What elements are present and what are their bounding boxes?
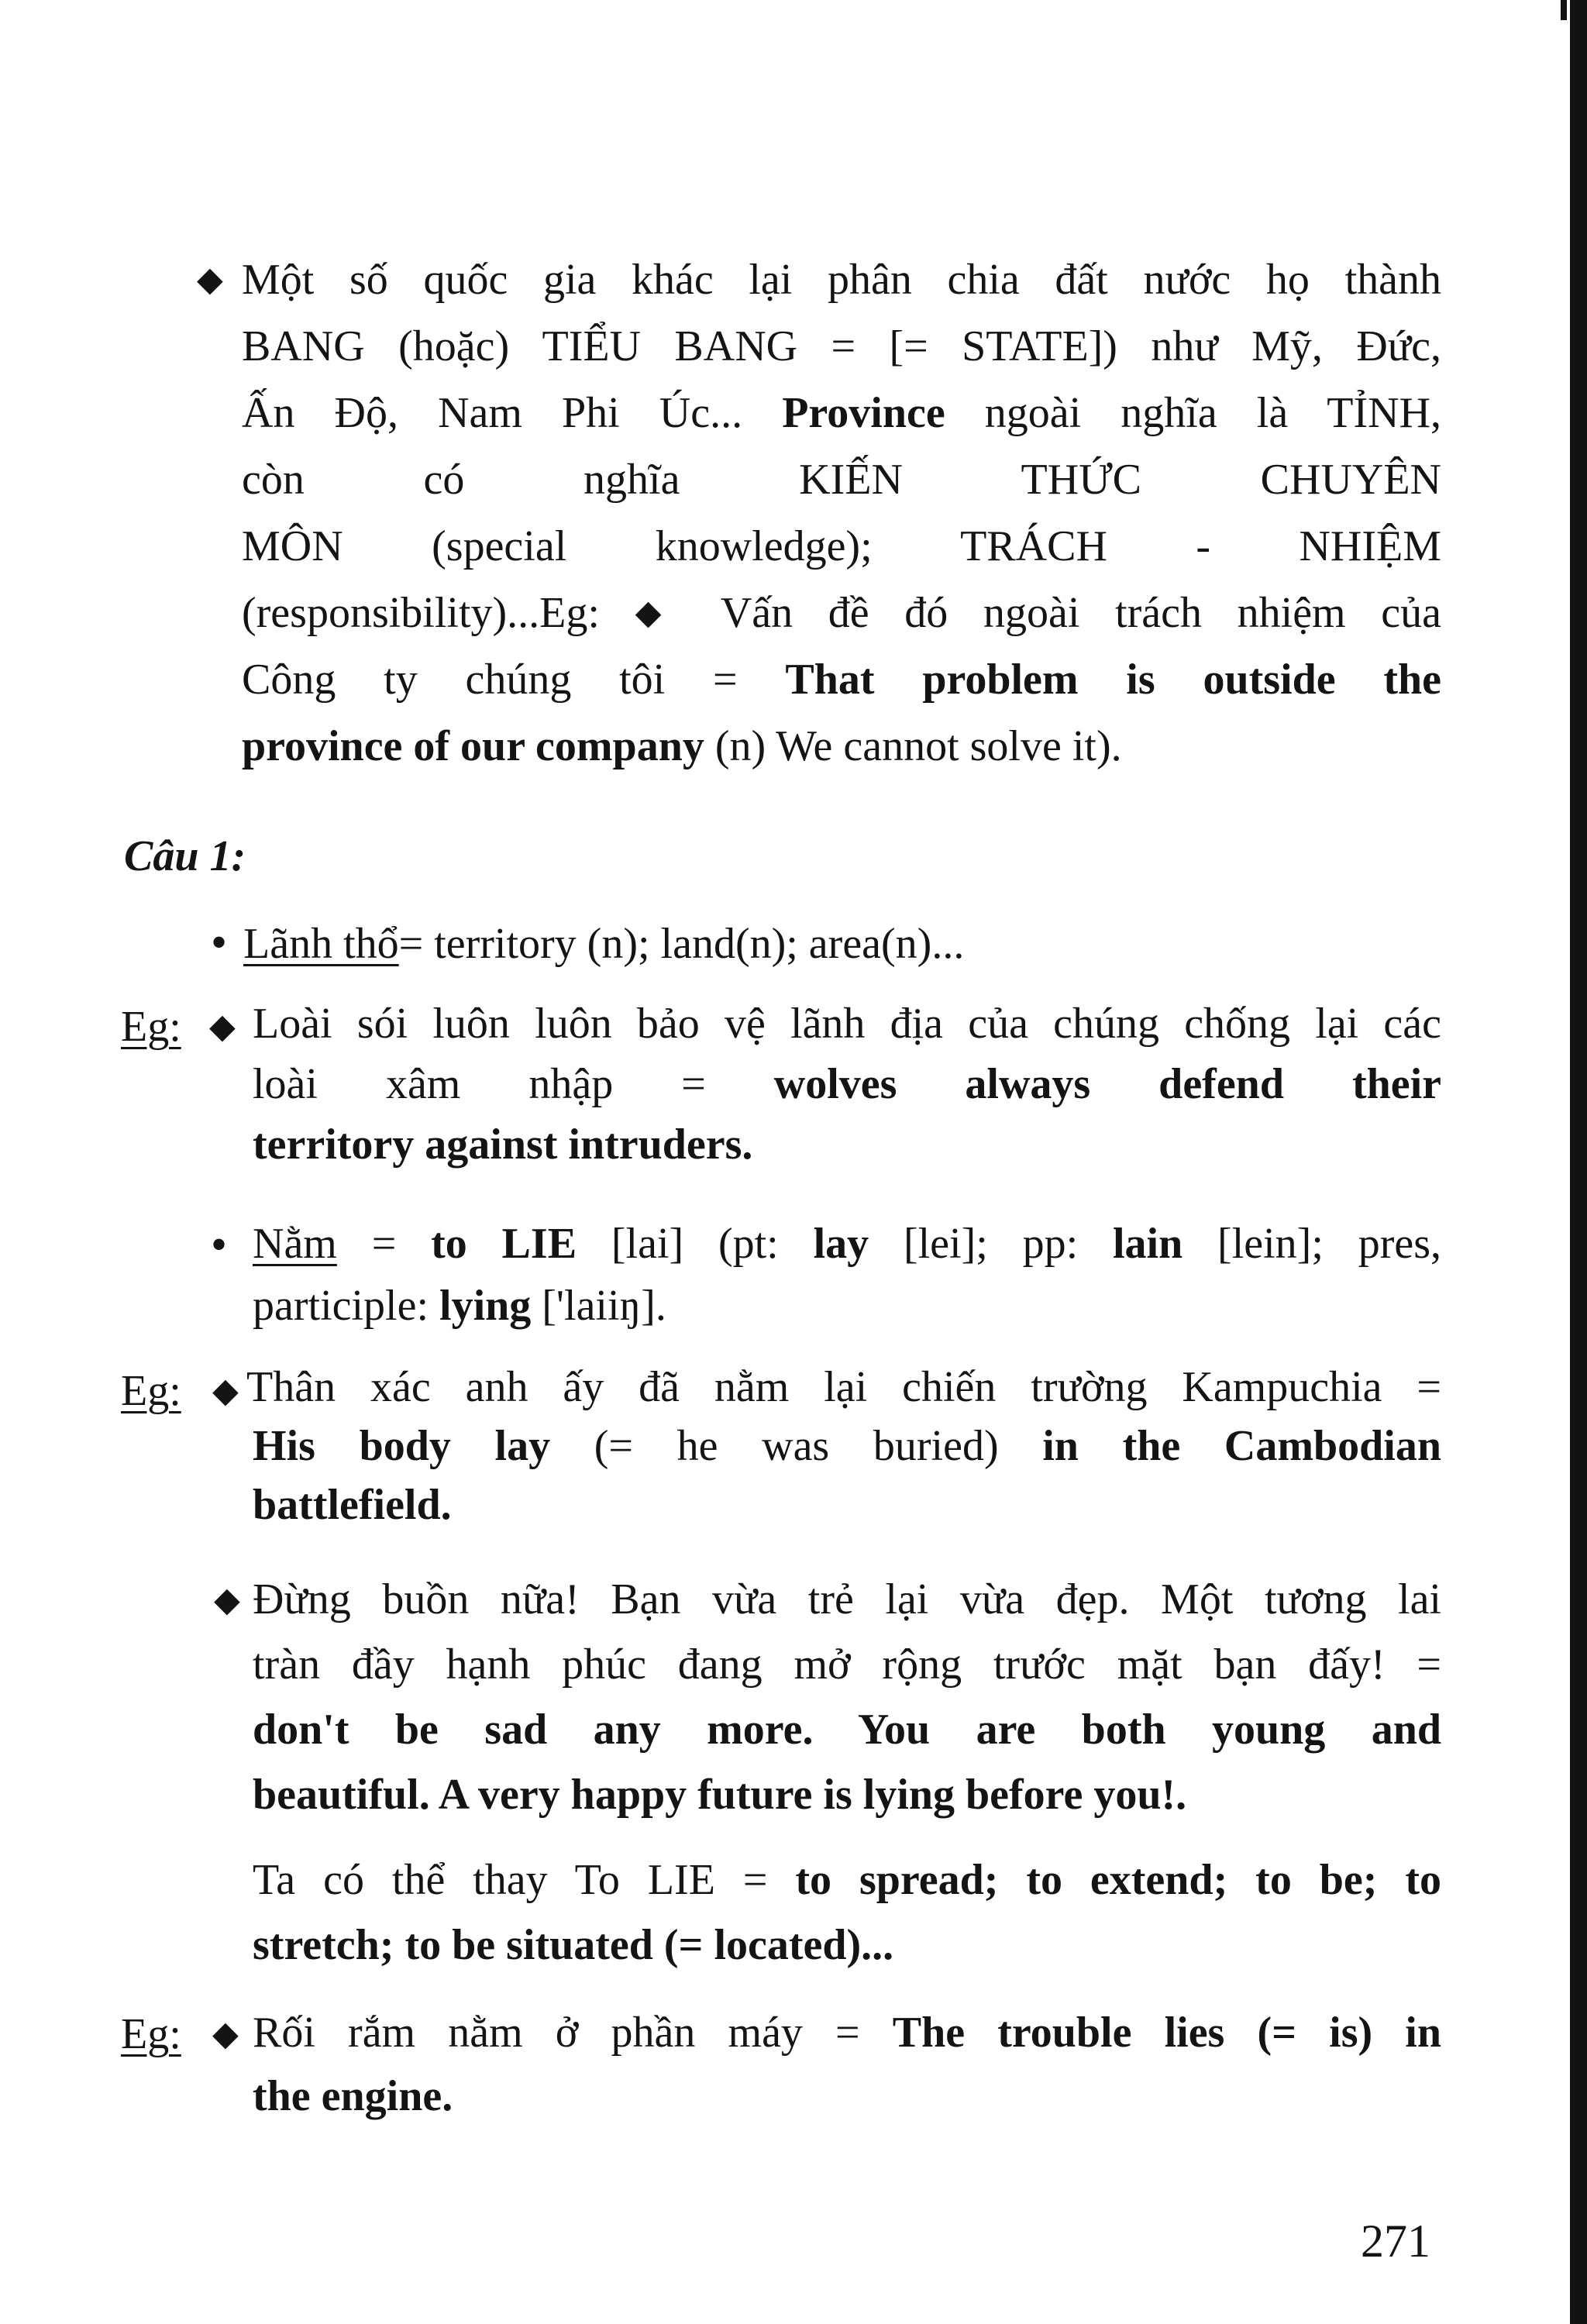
diamond-bullet-icon: ◆	[209, 1007, 236, 1045]
lie-p5: [lei]; pp:	[869, 1220, 1113, 1268]
lie-l2b: lying	[439, 1282, 532, 1330]
eg4-l1b: The trouble lies (= is) in	[892, 2009, 1441, 2057]
intro-line-8-b: (n) We cannot solve it).	[714, 722, 1122, 770]
intro-line-5: MÔN (special knowledge); TRÁCH - NHIỆM	[242, 522, 1441, 570]
eg1-line-2-b: wolves always defend their	[773, 1060, 1442, 1108]
eg2-line-2-a: His body lay	[253, 1422, 551, 1470]
diamond-bullet-icon: ◆	[212, 2015, 239, 2053]
eg-label: Eg:	[121, 1367, 181, 1415]
intro-line-7	[242, 646, 1441, 713]
eg4-line-1	[253, 2001, 1441, 2064]
eg2-line-3: battlefield.	[253, 1481, 452, 1529]
diamond-bullet-icon: ◆	[212, 1372, 239, 1410]
lie-p4: lay	[813, 1220, 869, 1268]
lie-line-2	[253, 1275, 1441, 1337]
eg2-line-2-c: in the Cambodian	[1042, 1422, 1441, 1470]
eg1-line-1: Loài sói luôn luôn bảo vệ lãnh địa của chúng chống lại các	[253, 1000, 1441, 1048]
eg3-line-2: tràn đầy hạnh phúc đang mở rộng trước mặt bạn đấy! =	[253, 1641, 1441, 1689]
page-number: 271	[1361, 2216, 1430, 2267]
lie-l2a: participle:	[253, 1282, 440, 1330]
replace-l1a: Ta có thể thay To LIE =	[253, 1856, 796, 1904]
intro-line-8	[242, 713, 1441, 780]
intro-line-8-a: province of our company	[242, 722, 704, 770]
eg2-line-2	[253, 1417, 1441, 1475]
intro-line-6-b: Vấn đề đó ngoài trách nhiệm của	[720, 589, 1442, 637]
lie-p6: lain	[1112, 1220, 1183, 1268]
eg-label: Eg:	[121, 1003, 181, 1051]
eg4-line-2: the engine.	[253, 2072, 453, 2120]
round-bullet-icon: •	[211, 1219, 228, 1270]
intro-line-2: BANG (hoặc) TIỂU BANG = [= STATE]) như Mỹ, Đức,	[242, 322, 1441, 370]
eg4-l1a: Rối rắm nằm ở phần máy =	[253, 2009, 893, 2057]
intro-line-7-a: Công ty chúng tôi =	[242, 656, 738, 704]
province-term: Province	[782, 389, 945, 437]
eg-label: Eg:	[121, 2010, 181, 2058]
diamond-bullet-icon: ◆	[635, 594, 687, 632]
lie-p7: [lein]; pres,	[1183, 1220, 1441, 1268]
eg3-line-4: beautiful. A very happy future is lying before you!.	[253, 1771, 1187, 1819]
eg3-line-3: don't be sad any more. You are both young and	[253, 1706, 1441, 1754]
eg1-line-3: territory against intruders.	[253, 1121, 753, 1169]
diamond-bullet-icon: ◆	[214, 1581, 240, 1619]
eg1-line-2-a: loài xâm nhập =	[253, 1060, 706, 1108]
lie-p2: to LIE	[431, 1220, 577, 1268]
lie-term: Nằm	[253, 1220, 337, 1268]
eg2-line-2-b: (= he was buried)	[594, 1422, 999, 1470]
eg2-line-1: Thân xác anh ấy đã nằm lại chiến trường Kampuchia =	[246, 1363, 1441, 1411]
round-bullet-icon: •	[211, 917, 228, 968]
replace-line-1	[253, 1847, 1441, 1913]
intro-line-7-b: That problem is outside the	[785, 656, 1442, 704]
intro-line-6-a: (responsibility)...Eg:	[242, 589, 600, 637]
replace-l1b: to spread; to extend; to be; to	[795, 1856, 1442, 1904]
lie-p3: [lai] (pt:	[577, 1220, 814, 1268]
intro-line-4: còn có nghĩa KIẾN THỨC CHUYÊN	[242, 456, 1441, 504]
eg1-line-2	[253, 1054, 1441, 1114]
territory-line	[243, 911, 964, 977]
intro-line-1: Một số quốc gia khác lại phân chia đất nước họ thành	[242, 256, 1441, 304]
lie-l2c: ['laiiŋ].	[531, 1282, 666, 1330]
eg3-line-1: Đừng buồn nữa! Bạn vừa trẻ lại vừa đẹp. Một tương lai	[253, 1575, 1441, 1623]
intro-line-3	[242, 380, 1441, 446]
intro-line-6	[242, 580, 1441, 646]
intro-line-3-a: Ấn Độ, Nam Phi Úc...	[242, 389, 743, 437]
section-heading: Câu 1:	[124, 832, 246, 880]
lie-line-1	[253, 1213, 1441, 1275]
lie-p1: =	[371, 1220, 432, 1268]
territory-term: Lãnh thổ	[243, 920, 399, 968]
diamond-bullet-icon: ◆	[197, 260, 223, 298]
replace-line-2: stretch; to be situated (= located)...	[253, 1921, 894, 1969]
page-edge-shadow	[1570, 0, 1587, 2324]
territory-def: = territory (n); land(n); area(n)...	[398, 920, 965, 968]
intro-line-3-c: ngoài nghĩa là TỈNH,	[984, 389, 1442, 437]
page-edge-mark	[1561, 0, 1567, 20]
